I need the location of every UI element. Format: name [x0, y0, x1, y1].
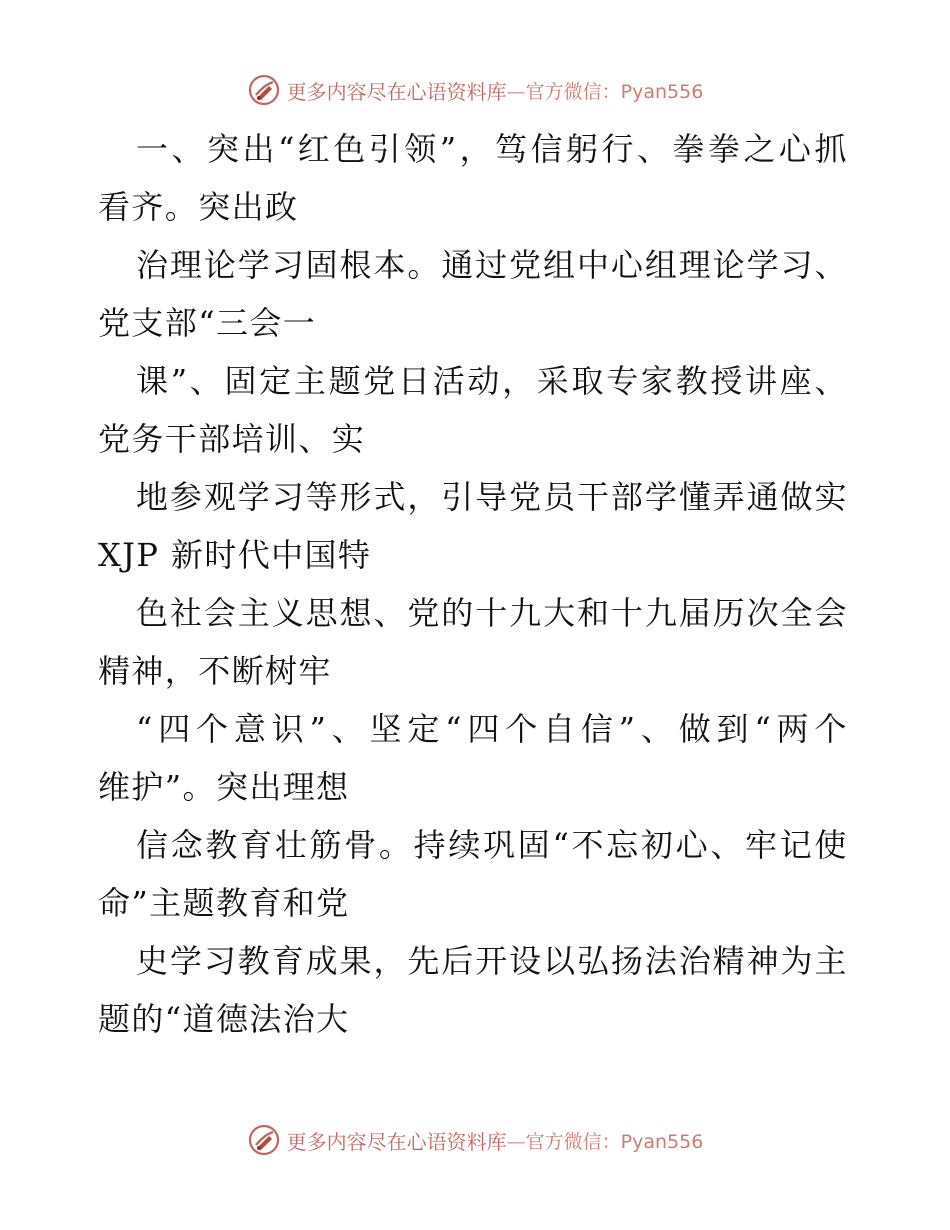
text-char: 实	[814, 478, 848, 516]
text-char: 地	[136, 478, 170, 516]
text-char: 使	[814, 826, 848, 864]
text-char: 突	[206, 130, 241, 168]
text-char: 史	[136, 942, 170, 980]
watermark-site-text: 更多内容尽在心语资料库	[286, 1129, 507, 1154]
text-char: 意	[233, 710, 268, 748]
text-char: “	[754, 710, 773, 748]
text-char: 干	[576, 478, 611, 516]
text-char: 部	[610, 478, 645, 516]
text-char: ，	[459, 130, 493, 168]
text-char: 色	[136, 594, 170, 632]
text-char: 十	[610, 594, 645, 632]
text-char: 组	[543, 246, 577, 284]
text-char: 本	[373, 246, 407, 284]
text-line	[136, 584, 848, 642]
text-char: 题	[328, 362, 362, 400]
text-char: 法	[644, 942, 679, 980]
text-char: 念	[170, 826, 205, 864]
text-char: 。	[407, 246, 441, 284]
text-char: 形	[339, 478, 373, 516]
text-char: 坚	[369, 710, 403, 748]
text-line	[136, 932, 848, 990]
text-char: 骨	[344, 826, 378, 864]
text-line-content: 精神，不断树牢	[98, 652, 332, 690]
text-char: 出	[242, 130, 276, 168]
text-char: 治	[136, 246, 170, 284]
text-line	[98, 410, 365, 468]
text-line	[136, 700, 848, 758]
text-char: 懂	[678, 478, 713, 516]
text-char: 全	[780, 594, 814, 632]
text-char: 个	[196, 710, 230, 748]
text-char: 笃	[495, 130, 529, 168]
text-char: ”	[170, 362, 189, 400]
text-char: 红	[297, 130, 332, 168]
text-char: 信	[580, 710, 615, 748]
text-char: 思	[305, 594, 340, 632]
text-char: 到	[716, 710, 750, 748]
text-line	[98, 874, 350, 932]
text-char: 、	[814, 246, 848, 284]
text-char: 动	[467, 362, 501, 400]
text-char: ”	[309, 710, 328, 748]
text-char: 参	[169, 478, 204, 516]
text-char: “	[136, 710, 154, 748]
text-char: 学	[644, 478, 679, 516]
text-char: ，	[373, 942, 407, 980]
text-char: 主	[237, 594, 272, 632]
text-char: 次	[746, 594, 780, 632]
text-char: 观	[203, 478, 238, 516]
text-char: 不	[571, 826, 605, 864]
text-char: 教	[205, 826, 239, 864]
scroll-quill-logo-icon	[247, 1123, 281, 1157]
text-char: 党	[509, 478, 543, 516]
text-char: 固	[224, 362, 258, 400]
text-char: 过	[475, 246, 509, 284]
text-char: 拳	[707, 130, 742, 168]
text-char: 自	[543, 710, 577, 748]
text-line-content: 题的“道德法治大	[98, 1000, 350, 1038]
text-line	[136, 816, 848, 874]
text-line-content: 党支部“三会一	[98, 304, 317, 342]
text-char: 九	[644, 594, 679, 632]
text-char: 心	[778, 130, 813, 168]
text-char: 论	[712, 246, 747, 284]
text-line	[98, 294, 316, 352]
text-line	[136, 468, 848, 526]
text-char: 习	[271, 478, 306, 516]
text-char: 精	[712, 942, 747, 980]
text-char: 四	[158, 710, 192, 748]
text-char: 两	[776, 710, 810, 748]
text-char: 弄	[712, 478, 747, 516]
text-char: 信	[136, 826, 170, 864]
watermark-contact-group	[507, 77, 704, 104]
watermark-contact-group	[507, 1127, 704, 1154]
text-char: ”	[439, 130, 458, 168]
text-char: 党	[363, 362, 397, 400]
text-char: 扬	[610, 942, 645, 980]
watermark-site-text: 更多内容尽在心语资料库	[286, 79, 507, 104]
text-char: 义	[271, 594, 306, 632]
text-char: 个	[814, 710, 848, 748]
text-char: 之	[743, 130, 777, 168]
text-char: 固	[517, 826, 552, 864]
text-char: 、	[331, 710, 366, 748]
watermark-dash: —	[506, 80, 526, 103]
text-char: 为	[780, 942, 814, 980]
text-char: 心	[610, 246, 645, 284]
text-char: “	[445, 710, 463, 748]
text-char: 四	[467, 710, 501, 748]
text-char: 育	[271, 942, 306, 980]
text-char: 习	[780, 246, 814, 284]
text-char: 学	[237, 246, 272, 284]
text-char: 理	[169, 246, 204, 284]
text-char: 主	[814, 942, 848, 980]
text-char: ，	[407, 478, 441, 516]
watermark-contact-text: 官方微信：Pyan556	[525, 1130, 704, 1153]
text-char: 续	[448, 826, 482, 864]
header-watermark	[0, 70, 950, 110]
text-char: 座	[779, 362, 814, 400]
text-char: 十	[475, 594, 509, 632]
text-char: 引	[441, 478, 475, 516]
text-char: 导	[475, 478, 509, 516]
text-char: 固	[305, 246, 340, 284]
text-line	[98, 990, 350, 1048]
text-char: 家	[640, 362, 675, 400]
text-char: 通	[746, 478, 780, 516]
text-char: 论	[203, 246, 238, 284]
watermark-contact-text: 官方微信：Pyan556	[525, 80, 704, 103]
text-char: 记	[779, 826, 814, 864]
text-char: 、	[814, 362, 848, 400]
text-char: 社	[169, 594, 204, 632]
text-char: 一	[136, 130, 170, 168]
text-char: 想	[339, 594, 373, 632]
footer-watermark	[0, 1120, 950, 1160]
text-line	[98, 526, 371, 584]
text-char: 色	[333, 130, 367, 168]
text-char: 学	[169, 942, 204, 980]
text-char: ”	[618, 710, 637, 748]
text-char: 设	[509, 942, 543, 980]
text-char: 式	[373, 478, 407, 516]
text-char: 治	[678, 942, 713, 980]
text-char: 日	[397, 362, 432, 400]
text-char: 专	[606, 362, 640, 400]
text-char: 历	[712, 594, 747, 632]
text-char: 党	[407, 594, 441, 632]
text-char: 、	[710, 826, 744, 864]
text-char: 活	[432, 362, 467, 400]
text-line-content: 看齐。突出政	[98, 188, 299, 226]
text-line	[98, 178, 298, 236]
text-char: 忘	[606, 826, 640, 864]
text-char: 等	[305, 478, 340, 516]
text-line-content: 命”主题教育和党	[98, 884, 350, 922]
text-line-content: 党务干部培训、实	[98, 420, 366, 458]
text-line-content: XJP 新时代中国特	[98, 536, 372, 574]
text-char: 做	[780, 478, 814, 516]
text-char: 大	[543, 594, 577, 632]
text-char: 习	[203, 942, 238, 980]
text-char: “	[552, 826, 571, 864]
text-line-content: 维护”。突出理想	[98, 768, 350, 806]
text-char: 员	[543, 478, 577, 516]
text-char: 主	[293, 362, 328, 400]
text-char: 定	[259, 362, 293, 400]
text-char: 弘	[576, 942, 611, 980]
text-char: 教	[237, 942, 272, 980]
text-line	[136, 236, 848, 294]
text-char: 巩	[483, 826, 517, 864]
text-char: 先	[407, 942, 441, 980]
text-char: 信	[530, 130, 564, 168]
text-char: 学	[237, 478, 272, 516]
text-char: 引	[368, 130, 403, 168]
text-line	[136, 120, 848, 178]
text-char: 理	[678, 246, 713, 284]
text-char: 、	[636, 130, 671, 168]
text-char: 持	[413, 826, 448, 864]
text-char: 中	[576, 246, 611, 284]
text-char: 学	[746, 246, 780, 284]
text-char: 、	[189, 362, 224, 400]
text-char: 会	[814, 594, 848, 632]
text-char: 采	[536, 362, 571, 400]
text-char: 筋	[309, 826, 343, 864]
text-line	[98, 642, 332, 700]
text-char: 躬	[566, 130, 600, 168]
text-char: 的	[441, 594, 475, 632]
text-char: 开	[475, 942, 509, 980]
text-char: 通	[441, 246, 475, 284]
scroll-quill-logo-icon	[247, 73, 281, 107]
text-char: 取	[571, 362, 605, 400]
text-line	[136, 352, 848, 410]
text-char: 课	[136, 362, 170, 400]
text-char: “	[277, 130, 296, 168]
text-char: 九	[509, 594, 543, 632]
text-char: 习	[271, 246, 306, 284]
text-char: 领	[404, 130, 438, 168]
text-char: 和	[576, 594, 611, 632]
text-char: 后	[441, 942, 475, 980]
text-char: 神	[746, 942, 780, 980]
text-char: 个	[505, 710, 539, 748]
text-char: 做	[678, 710, 713, 748]
text-char: 抓	[814, 130, 848, 168]
watermark-dash: —	[506, 1130, 526, 1153]
text-char: 育	[240, 826, 274, 864]
text-char: 行	[601, 130, 635, 168]
text-char: 党	[509, 246, 543, 284]
text-char: 届	[678, 594, 713, 632]
text-char: 、	[640, 710, 675, 748]
text-char: 。	[378, 826, 413, 864]
text-char: 初	[640, 826, 675, 864]
text-char: 组	[644, 246, 679, 284]
text-char: 牢	[745, 826, 779, 864]
text-char: 根	[339, 246, 373, 284]
text-line	[98, 758, 350, 816]
text-char: 成	[305, 942, 340, 980]
text-char: 、	[171, 130, 205, 168]
text-char: ，	[502, 362, 536, 400]
text-char: 会	[203, 594, 238, 632]
text-char: 拳	[672, 130, 706, 168]
text-char: 定	[407, 710, 441, 748]
text-char: 、	[373, 594, 407, 632]
text-char: 授	[710, 362, 744, 400]
text-char: 以	[543, 942, 577, 980]
text-char: 果	[339, 942, 373, 980]
text-char: 讲	[745, 362, 779, 400]
text-char: 心	[675, 826, 710, 864]
text-char: 教	[675, 362, 710, 400]
text-char: 壮	[274, 826, 309, 864]
text-char: 识	[271, 710, 306, 748]
